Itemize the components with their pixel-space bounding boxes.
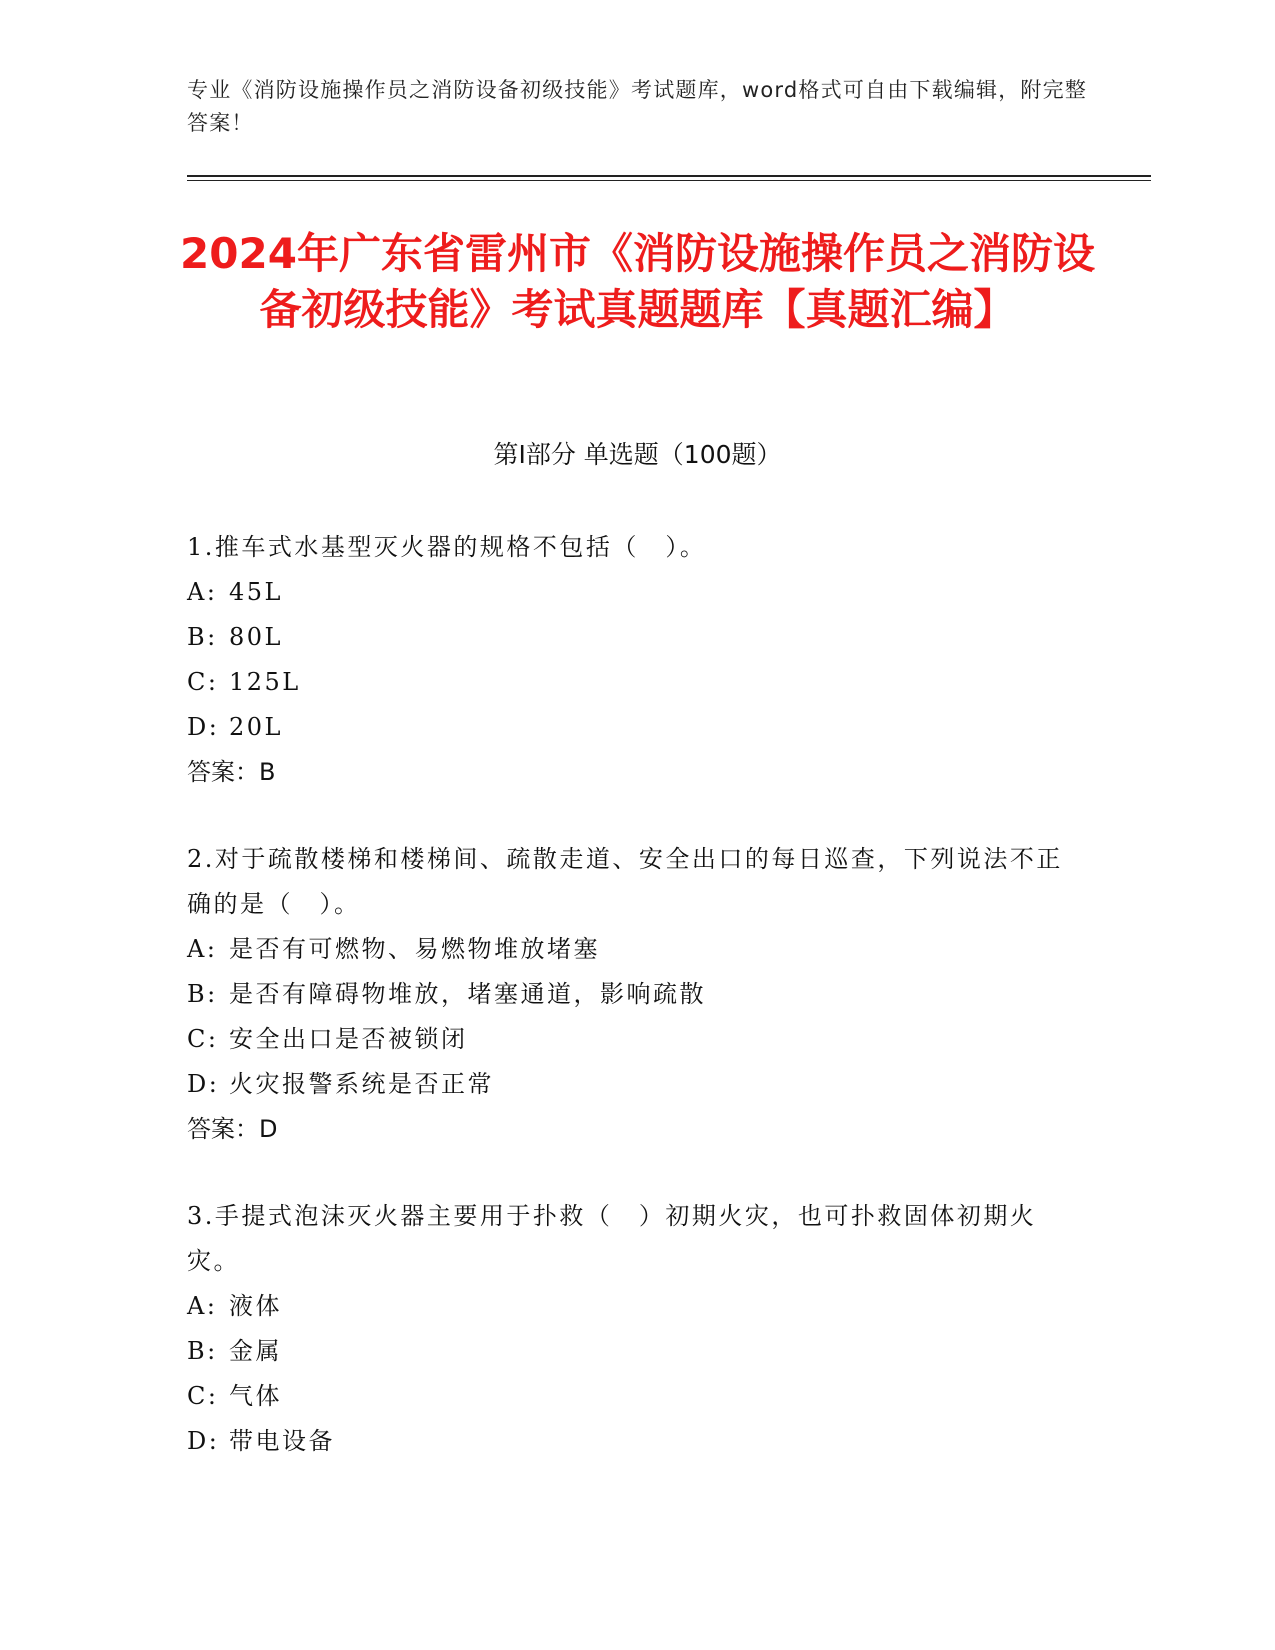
option-a: [187, 927, 1067, 972]
question-3: [187, 1194, 1067, 1464]
option-text: 安全出口是否被锁闭: [229, 1025, 468, 1053]
option-text: 金属: [229, 1337, 282, 1365]
question-stem: 3.手提式泡沫灭火器主要用于扑救（ ）初期火灾，也可扑救固体初期火灾。: [187, 1202, 1037, 1275]
question-stem: 1.推车式水基型灭火器的规格不包括（ ）。: [187, 533, 707, 561]
option-text: 80L: [229, 623, 283, 651]
option-key: C:: [187, 668, 219, 696]
option-key: A:: [187, 578, 218, 606]
option-key: A:: [187, 1292, 218, 1320]
header-note: 专业《消防设施操作员之消防设备初级技能》考试题库，word格式可自由下载编辑，附完整答案！: [187, 78, 1088, 135]
question-2: [187, 837, 1067, 1152]
question-list: [187, 525, 1067, 1506]
answer-line: 答案：D: [187, 1115, 278, 1143]
option-key: B:: [187, 980, 218, 1008]
option-key: C:: [187, 1025, 219, 1053]
document-title: 2024年广东省雷州市《消防设施操作员之消防设备初级技能》考试真题题库【真题汇编】: [180, 229, 1095, 334]
option-c: [187, 1374, 1067, 1419]
header-divider-thick: [187, 175, 1151, 177]
question-stem: 2.对于疏散楼梯和楼梯间、疏散走道、安全出口的每日巡查，下列说法不正确的是（ ）。: [187, 845, 1063, 918]
option-key: B:: [187, 1337, 218, 1365]
option-key: A:: [187, 935, 218, 963]
option-d: [187, 705, 1067, 750]
option-key: D:: [187, 1070, 220, 1098]
option-b: [187, 1329, 1067, 1374]
option-c: [187, 660, 1067, 705]
header-divider-thin: [187, 180, 1151, 181]
option-b: [187, 615, 1067, 660]
option-key: D:: [187, 1427, 220, 1455]
option-text: 火灾报警系统是否正常: [229, 1070, 494, 1098]
option-text: 带电设备: [229, 1427, 335, 1455]
option-b: [187, 972, 1067, 1017]
option-text: 20L: [229, 713, 283, 741]
option-d: [187, 1419, 1067, 1464]
option-text: 125L: [229, 668, 301, 696]
option-key: D:: [187, 713, 220, 741]
option-text: 液体: [229, 1292, 282, 1320]
option-a: [187, 570, 1067, 615]
question-1: [187, 525, 1067, 795]
option-text: 是否有可燃物、易燃物堆放堵塞: [229, 935, 600, 963]
option-text: 气体: [229, 1382, 282, 1410]
option-c: [187, 1017, 1067, 1062]
option-d: [187, 1062, 1067, 1107]
option-a: [187, 1284, 1067, 1329]
option-text: 是否有障碍物堆放，堵塞通道，影响疏散: [229, 980, 706, 1008]
answer-line: 答案：B: [187, 758, 276, 786]
option-key: B:: [187, 623, 218, 651]
option-key: C:: [187, 1382, 219, 1410]
section-heading: 第I部分 单选题（100题）: [493, 440, 782, 469]
option-text: 45L: [229, 578, 283, 606]
